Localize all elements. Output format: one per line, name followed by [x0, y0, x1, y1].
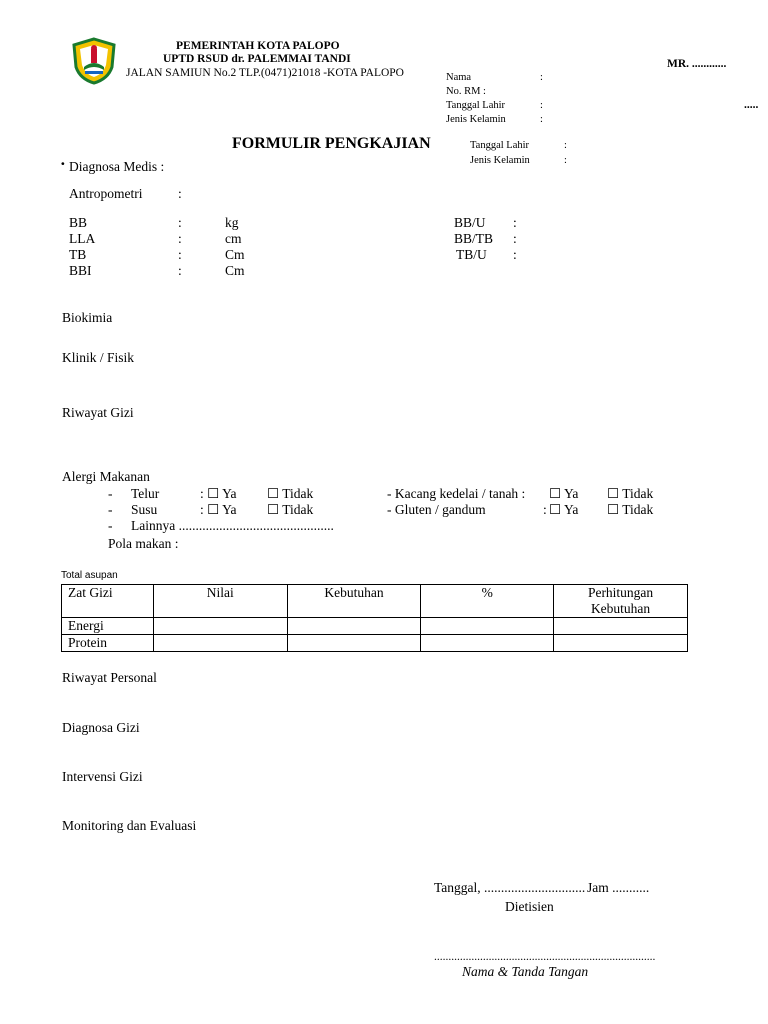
patient-jenis-kelamin-label: Jenis Kelamin: [446, 114, 506, 125]
alergi-susu-label: Susu: [131, 502, 158, 517]
table-cell[interactable]: [153, 618, 287, 635]
header-kebutuhan: Kebutuhan: [287, 585, 421, 618]
section-klinik-fisik: Klinik / Fisik: [62, 350, 135, 365]
table-header-row: [62, 585, 688, 618]
section-intervensi-gizi: Intervensi Gizi: [62, 769, 143, 784]
title-side-jenis-kelamin-colon: :: [564, 155, 567, 166]
kacang-ya-checkbox[interactable]: ☐ Ya: [549, 486, 579, 501]
alergi-telur-label: Telur: [131, 486, 160, 501]
section-biokimia: Biokimia: [62, 310, 113, 325]
antropometri-row-colon: :: [178, 215, 182, 230]
antropometri-colon: :: [178, 186, 182, 201]
antropometri-row-unit: kg: [225, 215, 239, 230]
susu-tidak-checkbox[interactable]: ☐ Tidak: [267, 502, 314, 517]
section-riwayat-personal: Riwayat Personal: [62, 670, 157, 685]
telur-ya-checkbox[interactable]: : ☐ Ya: [200, 486, 237, 501]
kacang-tidak-checkbox[interactable]: ☐ Tidak: [607, 486, 654, 501]
diagnosa-medis-label: Diagnosa Medis :: [69, 159, 165, 174]
section-monitoring-evaluasi: Monitoring dan Evaluasi: [62, 818, 197, 833]
antropometri-row-name: LLA: [69, 231, 96, 246]
title-side-jenis-kelamin: Jenis Kelamin: [470, 155, 530, 166]
total-asupan-table: [61, 584, 688, 652]
section-riwayat-gizi: Riwayat Gizi: [62, 405, 134, 420]
alergi-dash: -: [108, 486, 113, 501]
antropometri-row-colon: :: [178, 263, 182, 278]
title-side-tanggal-lahir: Tanggal Lahir: [470, 140, 530, 151]
palopo-city-emblem-logo: [70, 37, 118, 85]
gluten-ya-checkbox[interactable]: ☐ Ya: [549, 502, 579, 517]
gluten-tidak-checkbox[interactable]: ☐ Tidak: [607, 502, 654, 517]
row-label-protein: Protein: [62, 635, 154, 652]
telur-tidak-checkbox[interactable]: ☐ Tidak: [267, 486, 314, 501]
antropometri-row-colon: :: [178, 247, 182, 262]
antropometri-row-index-colon: :: [513, 247, 517, 262]
antropometri-row-index-colon: :: [513, 215, 517, 230]
susu-ya-checkbox[interactable]: : ☐ Ya: [200, 502, 237, 517]
patient-nama-colon: :: [540, 72, 543, 83]
header-org-line1: PEMERINTAH KOTA PALOPO: [176, 40, 340, 52]
patient-jenis-kelamin-colon: :: [540, 114, 543, 125]
patient-norm-label: No. RM :: [446, 86, 486, 97]
gluten-colon: :: [543, 502, 547, 517]
alergi-kacang-label: - Kacang kedelai / tanah :: [387, 486, 526, 501]
total-asupan-label: Total asupan: [61, 570, 118, 581]
antropometri-label: Antropometri: [69, 186, 143, 201]
table-cell[interactable]: [554, 635, 688, 652]
header-zat-gizi: Zat Gizi: [62, 585, 154, 618]
table-cell[interactable]: [287, 618, 421, 635]
patient-tanggal-lahir-label: Tanggal Lahir: [446, 100, 506, 111]
alergi-lainnya-label: Lainnya ..............................................: [131, 518, 334, 533]
antropometri-row-index-colon: :: [513, 231, 517, 246]
table-cell[interactable]: [421, 635, 554, 652]
antropometri-row-name: BB: [69, 215, 88, 230]
antropometri-row-index: BB/U: [454, 215, 486, 230]
table-cell[interactable]: [421, 618, 554, 635]
antropometri-row-index: TB/U: [456, 247, 487, 262]
antropometri-row-colon: :: [178, 231, 182, 246]
header-address: JALAN SAMIUN No.2 TLP.(0471)21018 -KOTA PALOPO: [126, 67, 404, 79]
signature-jam: Jam ...........: [587, 880, 650, 895]
antropometri-row-name: BBI: [69, 263, 92, 278]
mr-number: MR. ............: [667, 58, 727, 70]
row-label-energi: Energi: [62, 618, 154, 635]
right-dots: .....: [744, 99, 759, 111]
table-row: [62, 635, 688, 652]
signature-role: Dietisien: [505, 899, 554, 914]
header-nilai: Nilai: [153, 585, 287, 618]
signature-line: .............................................................................: [434, 951, 656, 963]
table-cell[interactable]: [153, 635, 287, 652]
table-cell[interactable]: [554, 618, 688, 635]
antropometri-row-index: BB/TB: [454, 231, 494, 246]
patient-tanggal-lahir-colon: :: [540, 100, 543, 111]
header-org-line2: UPTD RSUD dr. PALEMMAI TANDI: [163, 53, 351, 65]
form-title: FORMULIR PENGKAJIAN: [232, 135, 431, 152]
antropometri-row-name: TB: [69, 247, 87, 262]
section-diagnosa-gizi: Diagnosa Gizi: [62, 720, 140, 735]
alergi-dash: -: [108, 502, 113, 517]
antropometri-row-unit: Cm: [225, 247, 245, 262]
antropometri-row-unit: Cm: [225, 263, 245, 278]
antropometri-row-unit: cm: [225, 231, 242, 246]
patient-nama-label: Nama: [446, 72, 472, 83]
title-side-tanggal-lahir-colon: :: [564, 140, 567, 151]
bullet-icon: •: [61, 158, 65, 170]
alergi-makanan-label: Alergi Makanan: [62, 469, 150, 484]
pola-makan-label: Pola makan :: [108, 536, 179, 551]
header-perhitungan-kebutuhan: Perhitungan Kebutuhan: [554, 585, 688, 618]
alergi-dash: -: [108, 518, 113, 533]
table-cell[interactable]: [287, 635, 421, 652]
header-persen: %: [421, 585, 554, 618]
table-row: [62, 618, 688, 635]
alergi-gluten-label: - Gluten / gandum: [387, 502, 486, 517]
signature-tanggal: Tanggal, ..............................: [434, 880, 586, 895]
signature-name-caption: Nama & Tanda Tangan: [462, 964, 589, 979]
